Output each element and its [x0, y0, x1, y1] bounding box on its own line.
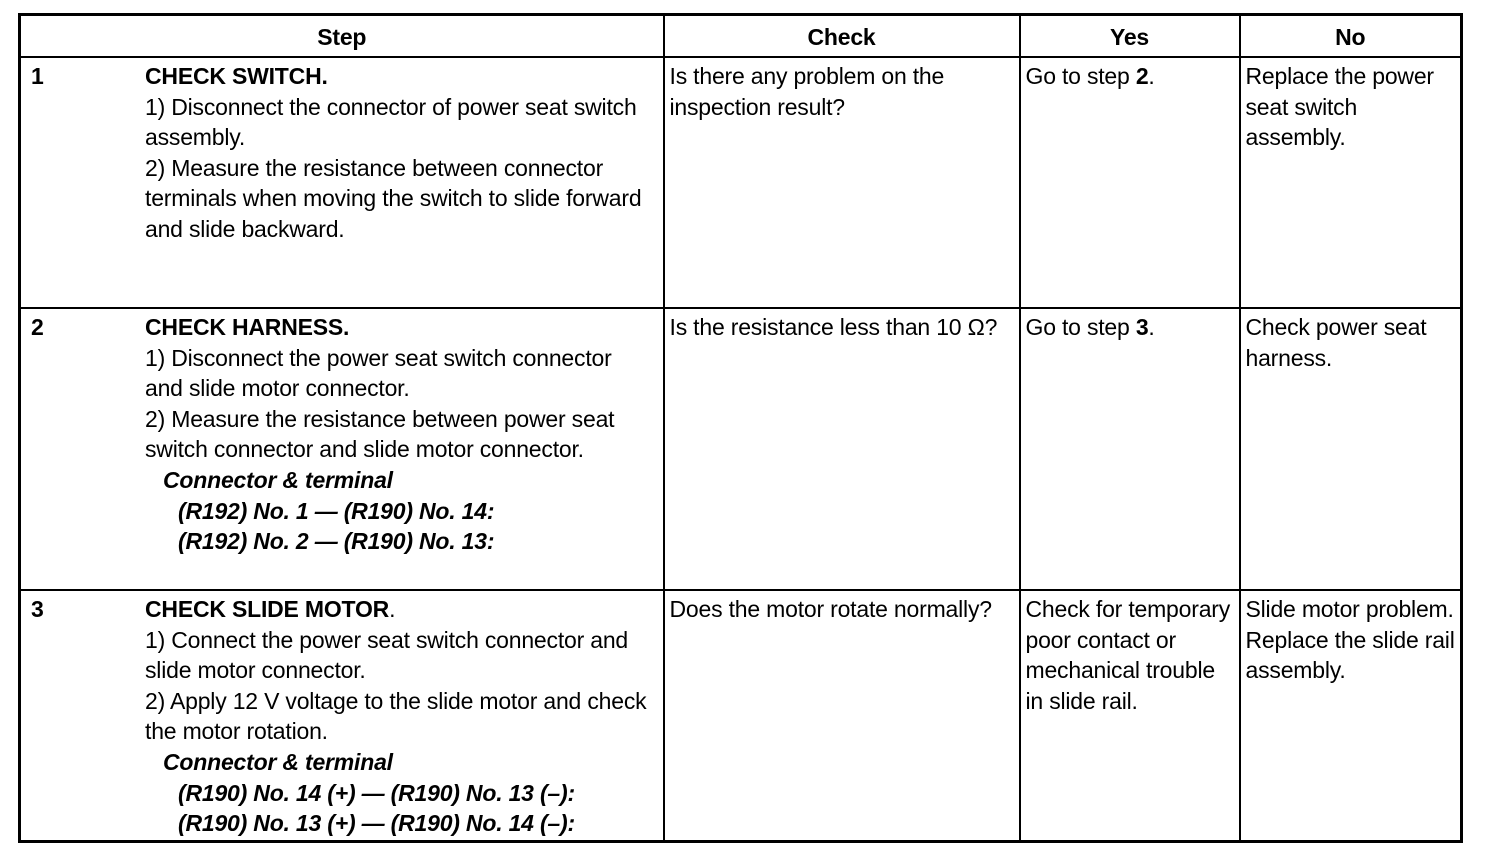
- connector-terminal-line: (R190) No. 14 (+) — (R190) No. 13 (–):: [178, 779, 575, 806]
- check-cell: Is there any problem on the inspection result?: [664, 57, 1020, 308]
- substep: 1) Connect the power seat switch connector and slide motor connector.: [145, 626, 629, 684]
- substep: 2) Apply 12 V voltage to the slide motor and check the motor rotation.: [145, 687, 647, 745]
- step-cell: [20, 590, 664, 842]
- substep: 1) Disconnect the connector of power seat switch assembly.: [145, 93, 637, 151]
- header-yes: Yes: [1020, 15, 1240, 58]
- step-title-text: CHECK HARNESS.: [145, 314, 350, 340]
- diagnostic-procedure-page: [18, 13, 1460, 843]
- yes-cell: [1020, 590, 1240, 842]
- table-row: [20, 57, 1462, 308]
- check-cell: Is the resistance less than 10 Ω?: [664, 308, 1020, 590]
- step-number: 1: [31, 63, 44, 89]
- no-cell: Check power seat harness.: [1240, 308, 1462, 590]
- step-cell: [20, 308, 664, 590]
- step-title: [145, 312, 652, 343]
- connector-terminal-line: (R190) No. 13 (+) — (R190) No. 14 (–):: [178, 810, 575, 837]
- substep: 2) Measure the resistance between connector terminals when moving the switch to slide forward and slide backward.: [145, 154, 642, 242]
- yes-text: Go to step: [1025, 63, 1136, 89]
- step-title: [145, 594, 652, 625]
- no-cell: Slide motor problem. Replace the slide rail assembly.: [1240, 590, 1462, 842]
- yes-text: Go to step: [1025, 314, 1136, 340]
- check-cell: Does the motor rotate normally?: [664, 590, 1020, 842]
- header-no: No: [1240, 15, 1462, 58]
- step-body: [145, 594, 658, 839]
- no-cell: Replace the power seat switch assembly.: [1240, 57, 1462, 308]
- diagnostic-table: [18, 13, 1463, 843]
- yes-cell: [1020, 57, 1240, 308]
- connector-terminal-title: Connector & terminal: [163, 748, 393, 775]
- yes-cell: [1020, 308, 1240, 590]
- yes-suffix: .: [1148, 63, 1155, 89]
- step-body: [145, 312, 658, 557]
- yes-step-ref: 3: [1135, 314, 1149, 340]
- substep: 1) Disconnect the power seat switch connector and slide motor connector.: [145, 344, 612, 402]
- substep: 2) Measure the resistance between power seat switch connector and slide motor connector.: [145, 405, 615, 463]
- step-body: [145, 61, 658, 245]
- header-step: Step: [20, 15, 664, 58]
- step-number: 3: [31, 596, 44, 622]
- yes-suffix: .: [1148, 314, 1155, 340]
- connector-terminal-line: (R192) No. 1 — (R190) No. 14:: [178, 497, 495, 524]
- step-title-text: CHECK SLIDE MOTOR: [145, 596, 390, 622]
- step-title-suffix: .: [389, 596, 396, 622]
- step-title: [145, 61, 652, 92]
- header-check: Check: [664, 15, 1020, 58]
- table-row: [20, 590, 1462, 842]
- yes-step-ref: 2: [1135, 63, 1149, 89]
- yes-text: Check for temporary poor contact or mechanical trouble in slide rail.: [1025, 596, 1231, 714]
- table-row: [20, 308, 1462, 590]
- connector-terminal-line: (R192) No. 2 — (R190) No. 13:: [178, 528, 495, 555]
- connector-terminal-title: Connector & terminal: [163, 466, 393, 493]
- step-cell: [20, 57, 664, 308]
- step-title-text: CHECK SWITCH.: [145, 63, 328, 89]
- table-header-row: [20, 15, 1462, 58]
- step-number: 2: [31, 314, 44, 340]
